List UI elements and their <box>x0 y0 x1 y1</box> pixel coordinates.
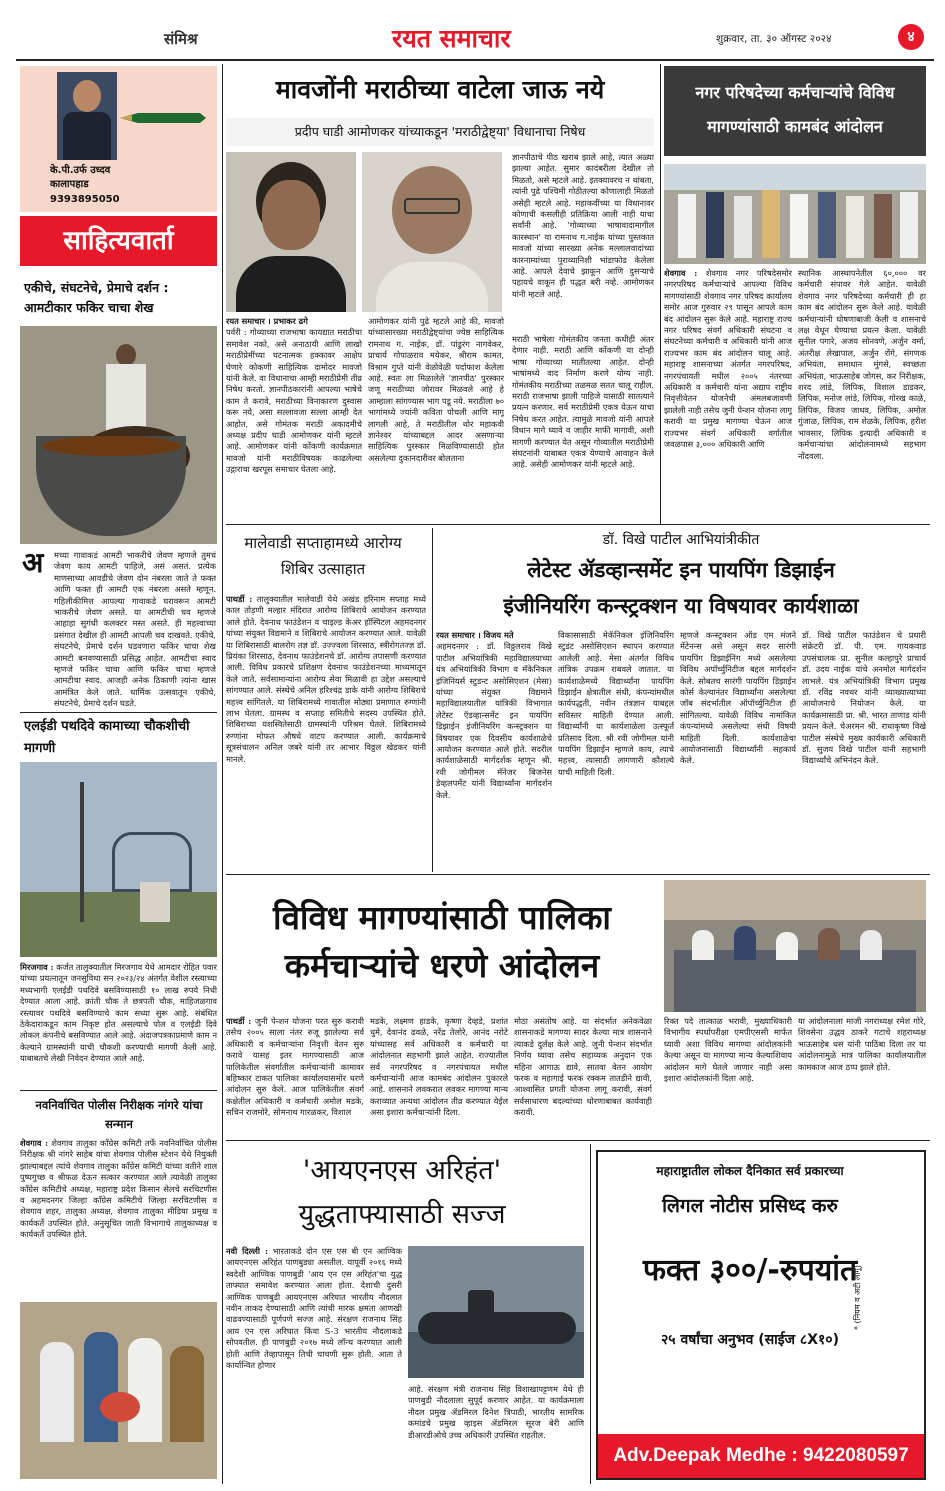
palika-col4: रिक्त पदे तात्काळ भरावी, मुख्याधिकारी विभागीय स्पर्धापरीक्षा एमपीएससी मार्फत घ्यावी अशा विविध मागण्या आंदोलकांनी केल्या असून या मागण्या मान्य केल्याशिवाय आंदोलन मागे घेतले जाणार नाही असा इशारा आंदोलकांनी दिला आहे. <box>664 1016 792 1084</box>
columnist-name: के.पी.उर्फ उध्दव कालापहाड <box>50 165 111 190</box>
mavjoni-photo-1 <box>226 152 356 312</box>
submarine-photo <box>408 1246 584 1378</box>
palika-photo <box>664 880 926 1012</box>
vikhe-byline: रयत समाचार । विजय मते <box>436 630 514 640</box>
arihant-headline-2: युद्धताफ्यासाठी सज्ज <box>298 1199 506 1230</box>
nagar-col2: स्थानिक आस्थापनेतील ६०,००० वर कर्मचारी संपावर गेले आहेत. यावेळी शेवगाव नगर परिषदेच्या कर्मचारी ही हा काम बंद आंदोलन सुरू केले आहे. यावेळी कर्मचाऱ्यांनी घोषणाबाजी केली व शासनाचे लक्ष वेधून घेण्याचा प्रयत्न केला. यावेळी सुनील पगारे, अजय सोनवणे, अर्जुन वर्मा, अंतरीक्ष लेखापाल, अर्जुन रोंगे, संगणक अभियंता, समाधान मुंगसे, स्वच्छता अभियंता, भाऊसाहेब जोगस, कर निरीक्षक, शरद लांडे, लिपिक, विशाल डाडकर, लिपिक, मनोज लांडे, लिपिक, गोरख काळे, लिपिक, विजय जाधव, लिपिक, अमोल गुंजाळ, लिपिक, राम शेळके, लिपिक, हरीश भावसार, लिपिक इत्यादी अधिकारी व कर्मचाऱ्यांचा आंदोलनामध्ये सहभाग नोंदवला. <box>798 268 926 461</box>
led-headline: एलईडी पथदिवे कामाच्या चौकशीची मागणी <box>24 719 190 756</box>
sahitya-body: मच्या गावाकडं आमटी भाकरीचे जेवण म्हणजे तुमचं जेवण काय आमटी पाहिजे, असं असतं. प्रत्येक माणसाच्या आवडीचे जेवण दोन नंबरला जाते ते फक्त आणि फक्त ही आमटी एक नंबरला असते म्हणून. गहिलीकीमित्त आपल्या गावाकडे घरावरून आमटी भाकरीचे जेवण असते. या आमटीची चव म्हणजे आहाहा सुगंधी कलक्टर मस्त असते. ही महत्त्वाच्या प्रसंगात देखील ही आमटी आपली चव दाखवते. एकीचे, संघटनेचे, प्रेमाचे दर्शन घडवणारा फकिर चाचा शेख आमटी बनवण्यासाठी प्रसिद्ध आहेत. आमटीचा स्वाद म्हणजे फकिर चाचा आणि फकिर चाचा म्हणजे आमटीचा स्वाद. आजही अनेक ठिकाणी त्यांना खास आमंत्रित केले जाते. धार्मिक उत्सवातून एकीचे, संघटनेचे, प्रेमाचे दर्शन घडते. <box>54 550 216 709</box>
mavjoni-col1: रयत समाचार । प्रभाकर ढगे पर्वरी : गोव्याच्या राजभाषा कायद्यात मराठीचा समावेश नको, असे अनाठायी आणि लाखो मराठीप्रेमींच्या घटनात्मक हक्कावर आक्षेप घेणारे कोकणी साहित्यिक दामोदर मावजो यांनी केले. वा विधानाचा आम्ही मराठीप्रेमी तीव्र निषेध करतो. ज्ञानपीठकारांनी आपल्या भाषेचे काम ते करावे, मराठीच्या विनाकारण दुस्वास करू नये, असा सल्लावजा सल्ला आम्ही देत आहोत, असे गोमंतक मराठी अकादमीचे अध्यक्ष प्रदीप घाडी आमोणकर यांनी म्हटले आहे. आमोणकर यांनी कोंकणी कार्यक्रमात मावजो यांनी मराठीविषयक काढलेल्या उद्गाराचा खरपूस समाचार घेतला आहे. <box>226 316 362 475</box>
drop-cap: अ <box>22 546 44 579</box>
arihant-headline-1: 'आयएनएस अरिहंत' <box>302 1155 502 1186</box>
ad-side-note: * (नियम व अटी लागू) <box>853 1264 862 1330</box>
police-dateline: शेवगाव : <box>20 1138 49 1148</box>
vikhe-col1: रयत समाचार । विजय मते अहमदनगर : डॉ. विठ्ठलराव विखे पाटील अभियांत्रिकी महाविद्यालयाच्या यंत्र अभियांत्रिकी विभाग व मॅकेनिकल इंजिनियर्स स्टुडन्ट असोसिएशन (मेसा) यांच्या संयुक्त विद्यमाने महाविद्यालयातील यांत्रिकी विभागात लेटेस्ट ऍडव्हान्समेंट इन पायपिंग डिझाईन इंजीनियरिंग कन्स्ट्रक्शन या विषयावर एक दिवसीय कार्यशाळेचे आयोजन करण्यात आले होते. सदरील कार्यशाळेसाठी मार्गदर्शक म्हणून श्री. रवी जोगीमल मॅनेजर बिजनेस डेव्हलपमेंट यांनी विद्यार्थ्यांना मार्गदर्शन केले. <box>436 630 552 800</box>
page-number-badge: ४ <box>898 24 924 50</box>
masthead <box>16 18 934 64</box>
columnist-photo <box>57 72 117 160</box>
palika-col3: मोठा असंतोष आहे. या संदर्भात अनेकवेळा शासनाकडे मागण्या सादर केल्या मात्र शासनाने त्याकडे दुर्लक्ष केले आहे. जुनी पेन्शन संदर्भात निर्णय घ्यावा तसेच सहाय्यक अनुदान एक महिना आगाऊ द्यावे, सातवा वेतन आयोग फरक व महागाई फरक रक्कम तातडीने द्यावी, आश्वासित प्रगती योजना लागू करावी, संवर्ग सर्वसाधारण बदल्यांच्या धोरणाबाबत कार्यवाही करावी. <box>514 1016 652 1118</box>
mavjoni-headline: मावजोंनी मराठीच्या वाटेला जाऊ नये <box>275 75 605 104</box>
ad-line-1: महाराष्ट्रातील लोकल दैनिकात सर्व प्रकारच्या <box>656 1164 844 1178</box>
ad-line-3: फक्त ३००/-रुपयांत <box>642 1253 858 1288</box>
palika-headline-2: कर्मचाऱ्यांचे धरणे आंदोलन <box>284 946 600 985</box>
mavjoni-col3: ज्ञानपीठाचे पीठ खराब झाले आहे, त्यात अळ्या झाल्या आहेत. सुमार कादंबरीला देखील तो मिळतो, असे म्हटले आहे. इतक्यावरच न थांबता, त्यांनी पुढे पश्चिमी गोठीतल्या कोणालाही मिळतो असेही म्हटले आहे. महाकवींच्या या विधानावर कोणाची कसलीही प्रतिक्रिया आली नाही याचा सर्वांनी आहे. 'गोव्याच्या भाषावादामागील कारस्थान' या रामनाथ ग.नाईक यांच्या पुस्तकात मावजो यांच्या सारख्या अनेक मल्लालवादांच्या कारनाम्यांच्या पुराव्यानिशी भांडाफोड केलेला आहे. आपले देवाचे झाकून आणि दुसऱ्याचे पहायचे वाकून ही पद्धत बरी नव्हे. आमोणकर यांनी म्हटले आहे. <box>512 152 654 299</box>
mavjoni-subheadline: प्रदीप घाडी आमोणकर यांच्याकडून 'मराठीद्वेष्ट्या' विधानाचा निषेध <box>226 118 654 146</box>
section-label: संमिश्र <box>164 30 198 48</box>
ad-contact: Adv.Deepak Medhe : 9422080597 <box>598 1434 924 1478</box>
malewadi-dateline: पाथर्डी : <box>226 594 253 604</box>
newspaper-title: रयत समाचार <box>392 24 511 53</box>
columnist-box <box>20 66 217 212</box>
ad-line-2: लिगल नोटीस प्रसिध्द करु <box>662 1195 838 1217</box>
malewadi-headline: मालेवाडी सप्ताहामध्ये आरोग्य शिबिर उत्साहात <box>244 534 402 578</box>
vikhe-headline-1: लेटेस्ट ॲडव्हान्समेंट इन पायपिंग डिझाईन <box>527 558 835 582</box>
sahitya-headline: एकीचे, संघटनेचे, प्रेमाचे दर्शन : आमटीकार फकिर चाचा शेख <box>24 280 169 315</box>
police-text: शेवगाव तालुका काँग्रेस कमिटी तर्फे नवनिर्वाचित पोलीस निरीक्षक श्री नांगरे साहेब यांचा शेवगाव पोलीस स्टेशन येथे नियुक्ती झाल्याबद्दल त्यांचे शेवगाव तालुका काँग्रेस कमिटी यांच्या वतीने शाल पुष्पगुच्छ व श्रीफळ देऊन सत्कार करण्यात आले त्यावेळी तालुका काँग्रेस कमिटीचे अध्यक्ष, महाराष्ट्र प्रदेश किसान सेलचे सरचिटणीस व अहमदनगर जिल्हा काँग्रेस कमिटीचे जिल्हा सरचिटणीस व शेवगाव शहर, तालुका अध्यक्ष, शेवगाव तालुका मीडिया प्रमुख व कार्यकर्ते उपस्थित होते. अनुसूचित जाती विभागाचे तालुकाध्यक्ष व कार्यकर्ते उपस्थित होते. <box>20 1138 217 1240</box>
mavjoni-photo-2 <box>362 152 502 312</box>
palika-col5: या आंदोलनाला माजी नगराध्यक्ष रमेश गोरे, शिवसेना उद्धव ठाकरे गटाचे शहराध्यक्ष भाऊसाहेब धस यांनी पाठिंबा दिला तर या आंदोलनामुळे मात्र पालिका कार्यालयातील कामकाज आज ठप्प झाले होते. <box>798 1016 926 1072</box>
nagar-col1: शेवगाव : शेवगाव नगर परिषदेसमोर नगरपरिषद कर्मचाऱ्यांचे आपल्या विविध मागण्यांसाठी शेवगाव नगर परिषद कार्यालय समोर आज गुरुवार २९ पासून आपले काम बंद आंदोलन सुरू केले आहे. महाराष्ट्र राज्य नगर परिषद संवर्ग अधिकारी संघटना व संघटनेच्या कर्मचारी व अधिकारी यांनी आज राज्यभर काम बंद आंदोलन चालू आहे. महाराष्ट्र शासनाच्या अंतर्गत नगरपरिषद, नगरपंचायती मधील २००५ नंतरच्या अधिकारी व कर्मचारी यांना अद्याप राष्ट्रीय निवृत्तीवेतन योजनेची अंमलबजावणी झालेली नाही तसेच जुनी पेन्शन योजना लागू करावी या प्रमुख मागण्या घेऊन आज राज्यभर संवर्ग अधिकारी वर्गातील जवळपास ३,००० अधिकारी आणि <box>664 268 792 450</box>
vikhe-col4: डॉ. विखे पाटील फाउंडेशन चे प्रधारी संक्रेटरी डॉ. पी. एम. गायकवाड उपसंचालक प्रा. सुनील कल्हापुरे प्राचार्य डॉ. उदय नाईक यांचे अनमोल मार्गदर्शन लाभले. यंत्र अभियांत्रिकी विभाग प्रमुख डॉ. रविंद्र नवथर यांनी व्याख्यात्याच्या आयोजनाचे नियोजन केले. या कार्यक्रमासाठी प्रा. श्री. भारत ताणाड यांनी प्रयत्न केले. चेअरमन श्री. राधाकृष्ण विखे पाटील संस्थेचे मुख्य कार्यकारी अधिकारी डॉ. सुजय विखे पाटील यांनी सहभागी विद्यार्थ्यांचे अभिनंदन केले. <box>802 630 926 766</box>
palika-col1: पाथर्डी : जुनी पेन्शन योजना परत सुरु करावी तसेच २००५ साला नंतर रुजू झालेल्या सर्व अधिकारी व कर्मचाऱ्यांना निवृत्ती वेतन सुरु करावे यासह इतर मागण्यासाठी आज पालिकेतील संवर्गातील कर्मचाऱ्यांनी कामावर बहिष्कार टाकत पालिका कार्यालयासमोर धरणे आंदोलन सुरु केले. आज पालिकेतील संवर्ग कक्षेतील अधिकारी व कर्मचारी अमोल मडके, सचिन राजमोरे, सोमनाथ गारळकर, विशाल <box>226 1016 364 1118</box>
led-body <box>20 962 217 1086</box>
police-headline: नवनिर्वाचित पोलीस निरीक्षक नांगरे यांचा सन्मान <box>35 1098 203 1131</box>
palika-dateline: पाथर्डी : <box>226 1016 252 1026</box>
pen-icon <box>120 110 206 124</box>
masthead-rule <box>16 59 934 61</box>
mavjoni-byline: रयत समाचार । प्रभाकर ढगे <box>226 316 308 326</box>
legal-notice-ad <box>596 1150 926 1480</box>
mavjoni-col2: आमोणकर यांनी पुढे म्हटले आहे की, मावजो यांच्यासारख्या मराठीद्वेष्ट्यांचा ज्येष्ठ साहित्यिक रामनाथ ग. नाईक, डॉ. पांडुरंग नागवेकर, प्राचार्य गोपाळराव मयेकर, श्रीराम कामत, विश्राम गुप्ते यांनी वेळोवेळी पर्दाफाश केलेला आहे. स्वतः ला मिळालेले 'ज्ञानपीठ' पुरस्कार जणू मराठीच्या जोरावर मिळवले आहे हे आम्हाला सांगण्यास भाग पडू नये. मराठीला ७० भागांमध्ये ज्यांनी कविता पोचली आणि मागू लागली आहे, ते मराठीतील थोर महाकवी ज्ञानेश्वर यांच्याबद्दल आदर असणाऱ्या साहित्यिक पुरस्कार मिळविण्यासाठी होत असलेल्या दुकानदारीवर बोलताना <box>368 316 504 463</box>
mavjoni-col4: मराठी भाषेला गोमंतकीय जनता कधीही अंतर देणार नाही. मराठी आणि कोंकणी या दोन्ही भाषा गोव्याच्या मातीतल्या आहेत. दोन्ही भाषांमध्ये वाद निर्माण करणे योग्य नाही. गोमंतकीय मराठीच्या तळमळ सतत चालू राहील. मराठी राजभाषा झाली पाहिजे यासाठी सातत्याने प्रयत्न करणार. सर्व मराठीप्रेमी एकत्र येऊन याचा निषेध करत आहेत. त्यामुळे मावजो यांनी आपले विधान मागे घ्यावे व जाहीर माफी मागावी, अशी मागणी करण्यात येत असून गोव्यातील मराठीप्रेमी संघटनांनी याबाबत एकत्र येण्याचे आवाहन केले आहे. असेही आमोणकर यांनी म्हटले आहे. <box>512 334 654 470</box>
nagar-dateline: शेवगाव : <box>664 268 698 278</box>
sahitya-photo <box>20 326 217 544</box>
led-text: कर्जत तालुक्यातील मिरजगाव येथे आमदार रोहित पवार यांच्या प्रयत्नातून जनसुविधा सन २०२३/२४ अंतर्गत वेशील रस्त्याच्या मध्यभागी एलईडी पथदिवे बसविण्यासाठी १० लाख रुपये निधी देण्यात आला आहे. क्रांती चौक ते छत्रपती चौक, माहिजळगाव रस्त्यावर पथदिवे बसविण्याचे काम सध्या सुरू आहे. संबंधित ठेकेदाराकडून काम निकृष्ट होत असल्याचे पोल व एलईडी दिवे लोकल कंपनीचे बसविण्यात आले आहे. अंदाजपत्रकाप्रमाणे काम न केल्याने ग्रामस्थांनी याची चौकशी करण्याची मागणी केली आहे. याबाबतचे लेखी निवेदन देण्यात आले आहे. <box>20 962 217 1064</box>
arihant-dateline: नवी दिल्ली : <box>226 1246 269 1256</box>
ad-line-4: २५ वर्षांचा अनुभव (साईज ८X१०) <box>661 1332 839 1348</box>
arihant-col2: आहे. संरक्षण मंत्री राजनाथ सिंह विशाखापट्टणम येथे ही पाणबुडी नौदलाला सुपूर्द करणार आहेत. या कार्यक्रमाला नौदल प्रमुख ॲडमिरल दिनेश त्रिपाठी, भारतीय सामरिक कमांडचे प्रमुख व्हाइस ॲडमिरल सूरज बेरी आणि डीआरडीओचे उच्च अधिकारी उपस्थित राहतील. <box>408 1384 584 1440</box>
vikhe-col2: विकासासाठी मेकॅनिकल इंजिनियरिंग स्टुडंट असोसिएशन स्थापन करण्यात आलेली आहे. मेसा अंतर्गत विविध तांत्रिक उपक्रम राबवले जातात. या कार्यशाळेमध्ये विद्यार्थ्यांना पायपिंग डिझाईन क्षेत्रातील संधी, कंपन्यांमधील कार्यपद्धती, नवीन तंत्रज्ञान याबद्दल सविस्तर माहिती देण्यात आली. विद्यार्थ्यांनी या कार्यशाळेला उत्स्फूर्त प्रतिसाद दिला. श्री रवी जोगीमल यांनी पायपिंग डिझाईन म्हणजे काय, त्याचे महत्त्व, त्यासाठी लागणारी कौशल्ये याची माहिती दिली. <box>558 630 674 777</box>
police-photo <box>20 1302 217 1479</box>
led-photo <box>20 762 217 957</box>
vikhe-col3: म्हणजे कन्स्ट्रक्शन ऑड एम मंजने मेंटेनन्स असे असून सदर सारंगी पायपिंग डिझाईनिंग मध्ये असलेल्या विविध अपॉर्च्युनिटीज बद्दल मार्गदर्शन केले. सोबतच सारंगी पायपिंग डिझाईन कोर्स केल्यानंतर विद्यार्थ्यांना असलेल्या जॉब संदर्भातील ऑपॉर्च्युनिटीज ही सांगितल्या. यावेळी विविध नामांकित कंपन्यांमध्ये असलेल्या संधी विषयी माहिती दिली. कार्यशाळेचा आयोजनासाठी विद्यार्थ्यांनी सहकार्य केले. <box>680 630 796 766</box>
led-dateline: मिरजगाव : <box>20 962 54 972</box>
vikhe-kicker: डॉ. विखे पाटील आभियांत्रीकीत <box>602 532 760 548</box>
palika-col2: मडके, लक्ष्मण हाडके, कृष्णा देव्हडे, प्रशांत धुमे, देवानंद ढवळे, नरेंद्र तेलोरे, आनंद नरोटे यांच्यासह सर्व अधिकारी व कर्मचारी या आंदोलनात सहभागी झाले आहेत. राज्यातील सर्व नगरपरिषद व नगरपंचायत मधील कर्मचाऱ्यांनी आज कामबंद आंदोलन पुकारले आहे. शासनाने लवकरात लवकर मागण्या मान्य कराव्यात अन्यथा आंदोलन तीव्र करण्यात येईल असा इशारा कर्मचाऱ्यांनी दिला. <box>370 1016 508 1118</box>
arihant-col1: नवी दिल्ली : भारताकडे दोन एस एस बी एन आण्विक आयएनएस अरिहंत पाणबुड्या असतील. यापूर्वी २०१६ मध्ये स्वदेशी आण्विक पाणबुडी 'आय एन एस अरिहंत'चा युद्ध ताफ्यात समावेश करण्यात आला होता. देशाची दुसरी आण्विक पाणबुडी आयएनएस अरिघात भारतीय नौदलात नवीन ताकद देण्यासाठी आणि त्यांची मारक क्षमता आणखी वाढवण्यासाठी पूर्णपणे सज्ज आहे. संरक्षण राजनाथ सिंह आय एन एस अरिघात किंवा S-3 भारतीय नौदलाकडे सोपवतील. ही पाणबुडी २०१७ मध्ये लॉन्च करण्यात आली होती आणि तेव्हापासून तिची चाचणी सुरू होती. आता ते कार्यान्वित होणार <box>226 1246 402 1371</box>
columnist-phone: 9393895050 <box>50 194 120 205</box>
sahitya-banner: साहित्यवार्ता <box>20 216 217 266</box>
palika-headline-1: विविध मागण्यांसाठी पालिका <box>273 898 611 937</box>
vikhe-headline-2: इंजीनियरिंग कन्स्ट्रक्शन या विषयावर कार्यशाळा <box>503 594 859 618</box>
nagar-photo <box>664 164 926 264</box>
police-body <box>20 1138 217 1298</box>
nagar-headline: नगर परिषदेच्या कर्मचाऱ्यांचे विविध मागण्यांसाठी कामबंद आंदोलन <box>664 66 926 156</box>
malewadi-body: पाथर्डी : तालुक्यातील मालेवाडी येथे अखंड हरिनाम सप्ताह मध्ये काल तोड़णी मल्हार मंदिरात आरोग्य शिबिराचे आयोजन करण्यात आले होते. देवनाथ फाउंडेशन व चाइल्ड केअर हॉस्पिटल अहमदनगर यांच्या संयुक्त विद्यमाने व शिबिराचे आयोजन करण्यात आले. यावेळी या शिबिरासाठी बालरोग तज्ञ डॉ. उज्ज्वला शिरसाठ, स्त्रीरोगतज्ज्ञ डॉ. प्रियंका शिरसाठ, देवनाथ फाउंडेशनचे डॉ. आरोग्य तपासणी करण्यात आली. विविध प्रकारचे प्रशिक्षण देवनाथ फाउंडेशनच्या माध्यमातून केले जाते. सर्वसामान्यांना आरोग्य सेवा मिळावी हा उद्देश असल्याचे सांगण्यात आले. संस्थेचे अनिल हरिश्चंद्र डाके यांनी आरोग्य शिबिराचे महत्त्व सांगितले. या शिबिरामध्ये गावातील मोठ्या प्रमाणात रुग्णांनी लाभ घेतला. ग्रामस्थ व सप्ताह समितीचे सदस्य उपस्थित होते. शिबिराच्या यशस्वितेसाठी ग्रामस्थांनी परिश्रम घेतले. शिबिरामध्ये रुग्णांना मोफत औषधे वाटप करण्यात आली. कार्यक्रमाचे सूत्रसंचालन अनिल जबरे यांनी तर आभार विठ्ठल खेडकर यांनी मानले. <box>226 594 426 764</box>
issue-date: शुक्रवार, ता. ३० ऑगस्ट २०२४ <box>716 33 832 45</box>
